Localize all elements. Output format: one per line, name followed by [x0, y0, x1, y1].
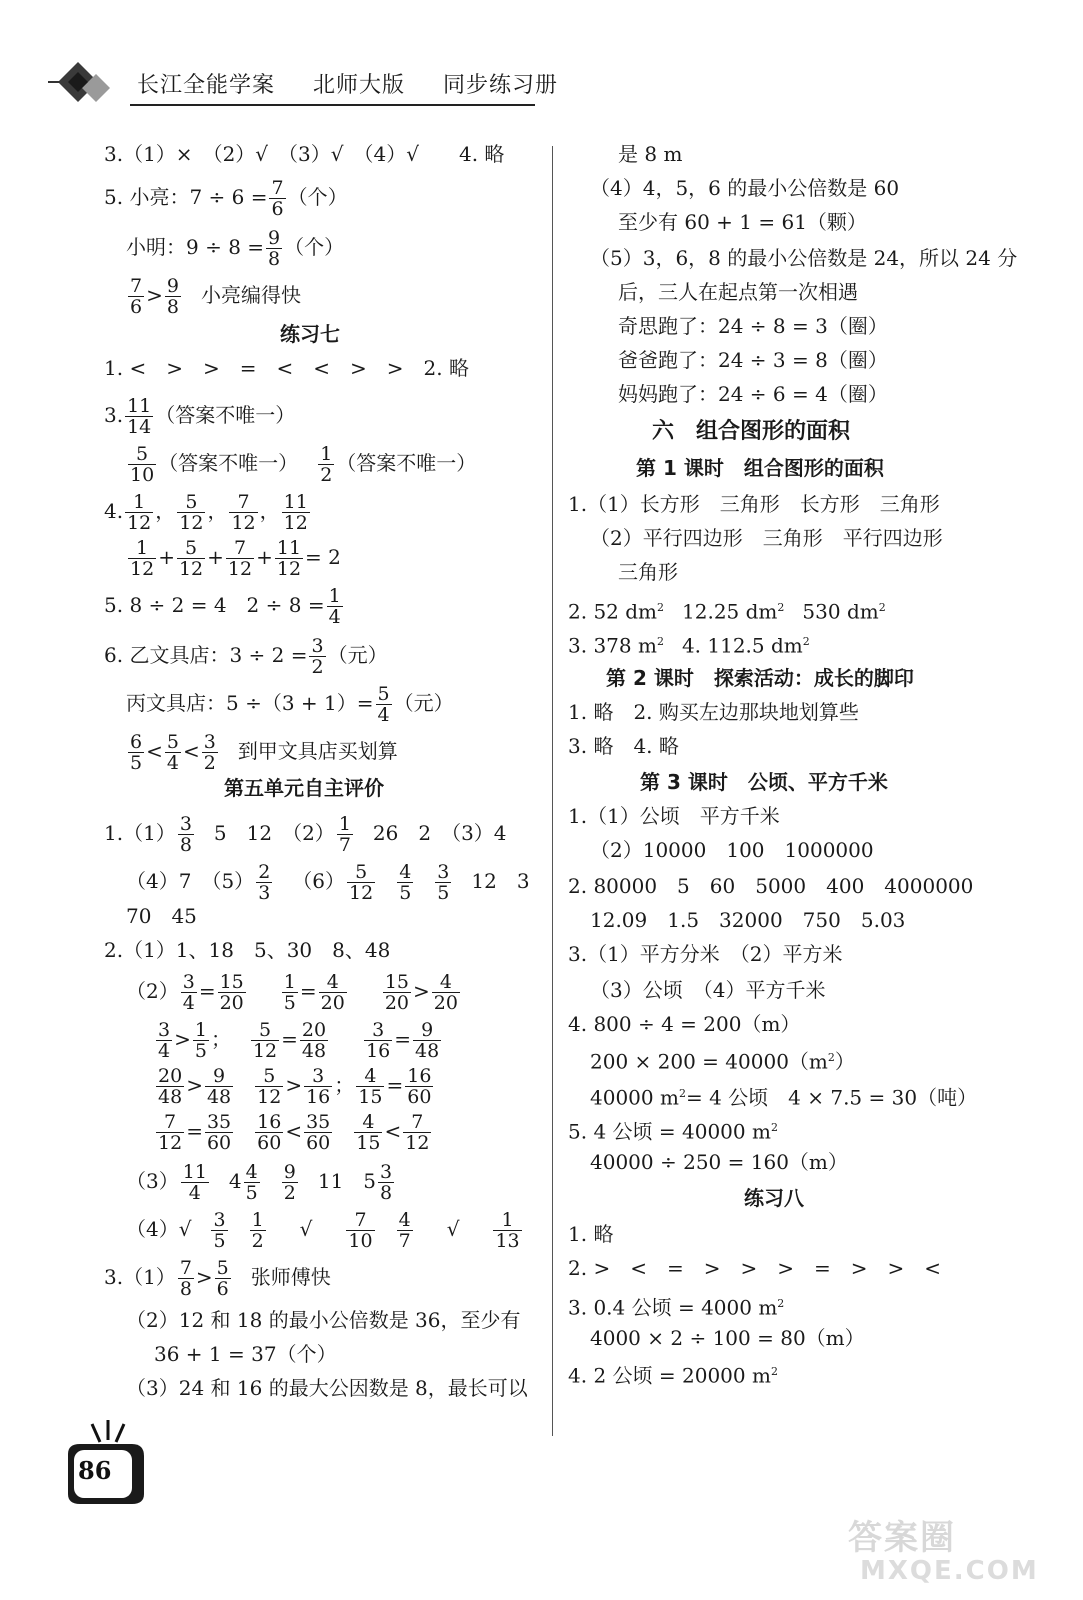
answer-line: 1.（1） $\frac{3}{8}$ 5 12 （2） $\frac{1}{7}$ 26 2 （3）4: [104, 813, 507, 856]
watermark-url: MXQE.COM: [860, 1556, 1039, 1586]
book-title: [137, 68, 558, 99]
fraction: $\frac{1}{2}$: [320, 443, 333, 486]
answer-line: 1.（1）长方形 三角形 长方形 三角形: [568, 492, 940, 516]
answer-line: 36 + 1 = 37（个）: [154, 1342, 337, 1366]
answer-line: （3） $\frac{11}{4}$ 4 $\frac{4}{5}$ $\frac{9}{2}$ 11 5 $\frac{3}{8}$: [126, 1161, 393, 1204]
answer-line: （5）3，6，8 的最小公倍数是 24，所以 24 分: [590, 246, 1018, 270]
answer-line: 5. 4 公顷 = 40000 $m^2$: [568, 1119, 778, 1144]
answer-line: 1. 略: [568, 1222, 614, 1246]
answer-line: 爸爸跑了：24 ÷ 3 = 8（圈）: [618, 348, 888, 372]
answer-line: 2. 52 $dm^2$ 12.25 $dm^2$ 530 $dm^2$: [568, 599, 886, 624]
answer-line: （2） $\frac{3}{4}$ = $\frac{15}{20}$ $\frac{1}{5}$ = $\frac{4}{20}$ $\frac{15}{20}$ > $\frac{4}{20}$: [126, 971, 458, 1014]
answer-line: 4. 800 ÷ 4 = 200（m）: [568, 1012, 801, 1036]
answer-line: 奇思跑了：24 ÷ 8 = 3（圈）: [618, 314, 888, 338]
answer-line: 3.（1）平方分米 （2）平方米: [568, 942, 843, 966]
answer-line: 后，三人在起点第一次相遇: [618, 280, 858, 304]
answer-line: 3. 378 $m^2$ 4. 112.5 $dm^2$: [568, 633, 810, 658]
answer-line: （3）公顷 （4）平方千米: [590, 978, 826, 1002]
lesson-heading: 第 2 课时 探索活动：成长的脚印: [606, 666, 914, 690]
answer-line: 2. 80000 5 60 5000 400 4000000: [568, 874, 974, 898]
answer-line: 12.09 1.5 32000 750 5.03: [590, 908, 906, 932]
answer-line: 1. 略 2. 购买左边那块地划算些: [568, 700, 859, 724]
answer-line: $200 \times 200 = 40000(m^2)$: [590, 1049, 855, 1074]
section-heading: 练习八: [744, 1186, 804, 1210]
answer-line: $\frac{5}{10}$ （答案不唯一） $\frac{1}{2}$ （答案不唯一）: [130, 443, 477, 486]
fraction: $\frac{11}{14}$: [127, 395, 152, 438]
answer-line: 5. 小亮：7 ÷ 6 = $\frac{7}{6}$ （个）: [104, 177, 348, 220]
lesson-heading: 第 1 课时 组合图形的面积: [636, 456, 884, 480]
column-divider: [552, 146, 553, 1436]
answer-line: $\frac{6}{5}$ < $\frac{5}{4}$ < $\frac{3}{2}$ 到甲文具店买划算: [130, 731, 398, 774]
page-number: 86: [78, 1456, 112, 1485]
page-number-badge: [62, 1418, 152, 1508]
diamond-logo-icon: [48, 52, 128, 112]
section-heading: 练习七: [280, 322, 340, 346]
answer-line: （3）24 和 16 的最大公因数是 8，最长可以: [126, 1376, 528, 1400]
section-heading: 第五单元自主评价: [224, 776, 384, 800]
answer-line: 至少有 60 + 1 = 61（颗）: [618, 210, 867, 234]
book-series: 长江全能学案: [137, 73, 276, 98]
watermark-text: 答案圈: [848, 1518, 956, 1558]
answer-line: 3.（1） $\frac{7}{8}$ > $\frac{5}{6}$ 张师傅快: [104, 1257, 331, 1300]
answer-line: 小明：9 ÷ 8 = $\frac{9}{8}$ （个）: [126, 227, 345, 270]
fraction: $\frac{9}{8}$: [268, 227, 281, 270]
answer-line: 丙文具店：5 ÷（3 + 1）= $\frac{5}{4}$ （元）: [126, 683, 454, 726]
header-rule: [130, 104, 535, 106]
fraction: $\frac{7}{6}$: [271, 177, 284, 220]
answer-line: 40000 $m^2= 4$ 公顷 4 × 7.5 = 30（吨）: [590, 1085, 978, 1110]
answer-line: （2）平行四边形 三角形 平行四边形: [590, 526, 943, 550]
book-edition: 北师大版: [313, 73, 406, 98]
chapter-heading: 六 组合图形的面积: [652, 419, 851, 444]
page-header: [0, 0, 1083, 120]
answer-line: 3. 略 4. 略: [568, 734, 679, 758]
lesson-heading: 第 3 课时 公顷、平方千米: [640, 770, 888, 794]
answer-line: $\frac{20}{48}$ > $\frac{9}{48}$ $\frac{5}{12}$ > $\frac{3}{16}$ ； $\frac{4}{15}$ = $\frac{16}{60}$: [158, 1065, 432, 1108]
answer-line: 三角形: [618, 560, 678, 584]
answer-line: 2. > < = > > > = > > <: [568, 1256, 942, 1280]
answer-line: 是 8 m: [618, 142, 683, 166]
answer-line: $\frac{1}{12}$ + $\frac{5}{12}$ + $\frac{7}{12}$ + $\frac{11}{12}$ = 2: [130, 537, 341, 580]
answer-line: 40000 ÷ 250 = 160（m）: [590, 1150, 848, 1174]
answer-line: 70 45: [126, 904, 197, 928]
fraction: $\frac{7}{6}$: [130, 275, 143, 318]
answer-line: （4）4，5，6 的最小公倍数是 60: [590, 176, 900, 200]
answer-line: $\frac{3}{4}$ > $\frac{1}{5}$ ； $\frac{5}{12}$ = $\frac{20}{48}$ $\frac{3}{16}$ = $\frac{9}{48}$: [158, 1019, 440, 1062]
answer-line: 4. 2 公顷 = 20000 $m^2$: [568, 1363, 778, 1388]
fraction: $\frac{5}{10}$: [130, 443, 155, 486]
answer-line: 3. 0.4 公顷 = 4000 $m^2$: [568, 1295, 785, 1320]
answer-line: 1.（1）公顷 平方千米: [568, 804, 780, 828]
answer-line: （2）10000 100 1000000: [590, 838, 874, 862]
answer-line: 6. 乙文具店：3 ÷ 2 = $\frac{3}{2}$ （元）: [104, 635, 388, 678]
answer-line: 3. $\frac{11}{14}$ （答案不唯一）: [104, 395, 296, 438]
answer-line: 3.（1）× （2）√ （3）√ （4）√ 4. 略: [104, 142, 505, 166]
answer-line: （4）7 （5） $\frac{2}{3}$ （6） $\frac{5}{12}$ $\frac{4}{5}$ $\frac{3}{5}$ 12 3: [126, 861, 530, 904]
fraction: $\frac{9}{8}$: [166, 275, 179, 318]
book-type: 同步练习册: [443, 73, 559, 98]
answer-line: 妈妈跑了：24 ÷ 6 = 4（圈）: [618, 382, 888, 406]
answer-line: （4）√ $\frac{3}{5}$ $\frac{1}{2}$ √ $\frac{7}{10}$ $\frac{4}{7}$ √ $\frac{1}{13}$: [126, 1209, 520, 1252]
answer-line: $\frac{7}{12}$ = $\frac{35}{60}$ $\frac{16}{60}$ < $\frac{35}{60}$ $\frac{4}{15}$ < $\frac{7}{12}$: [158, 1111, 430, 1154]
answer-line: $\frac{7}{6}$ > $\frac{9}{8}$ 小亮编得快: [130, 275, 301, 318]
answer-line: 1. < > > = < < > > 2. 略: [104, 356, 469, 380]
answer-line: 4000 × 2 ÷ 100 = 80（m）: [590, 1326, 865, 1350]
answer-line: 2.（1）1、18 5、30 8、48: [104, 938, 391, 962]
answer-line: 5. 8 ÷ 2 = 4 2 ÷ 8 = $\frac{1}{4}$: [104, 585, 341, 628]
answer-line: 4. $\frac{1}{12}$ ， $\frac{5}{12}$ ， $\frac{7}{12}$ ， $\frac{11}{12}$: [104, 491, 308, 534]
answer-line: （2）12 和 18 的最小公倍数是 36，至少有: [126, 1308, 521, 1332]
